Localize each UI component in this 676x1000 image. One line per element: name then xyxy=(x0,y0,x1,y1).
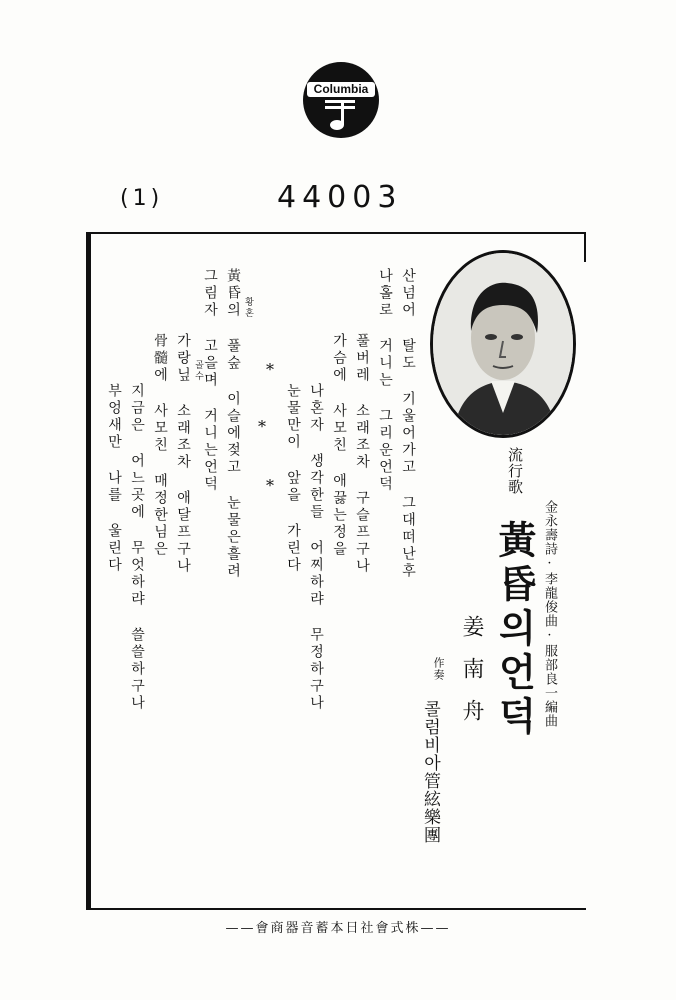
orchestra-role: 作奏 xyxy=(432,657,445,681)
verse1-line5: 나혼자 생각한들 어찌하랴 무정하구나 xyxy=(308,383,324,712)
verse2-line1: 黃昏의 풀숲 이슬에젖고 눈물은흘려 xyxy=(225,268,241,580)
verse2-line5: 지금은 어느곳에 무엇하랴 쓸쓸하구나 xyxy=(129,383,145,712)
orchestra-name: 콜럼비아管絃樂團 xyxy=(420,700,440,844)
logo-label: Columbia xyxy=(307,82,375,97)
singer-portrait xyxy=(430,250,576,438)
verse1-line2: 나홀로 거니는 그리운언덕 xyxy=(377,268,393,493)
publisher-footer: ——會商器音蓄本日社會式株—— xyxy=(225,921,451,936)
composer-name: 姜南舟 xyxy=(459,615,484,741)
music-note-icon xyxy=(321,98,361,132)
verse2-line4: 骨髓에 사모친 매정한님은 xyxy=(152,333,168,558)
separator-star-3: * xyxy=(266,476,274,495)
ruby-golsu: 골수 xyxy=(193,360,203,382)
verse1-line6: 눈물만이 앞을 가린다 xyxy=(285,383,301,574)
song-title: 黃昏의언덕 xyxy=(492,520,537,740)
catalog-number: 44003 xyxy=(277,180,403,215)
verse1-line3: 풀버레 소래조차 구슬프구나 xyxy=(354,333,370,575)
credits: 金永壽詩·李龍俊曲·服部良一編曲 xyxy=(542,500,557,728)
verse2-line6: 부엉새만 나를 울린다 xyxy=(106,383,122,574)
separator-star-2: * xyxy=(258,417,266,436)
columbia-logo xyxy=(303,62,379,138)
genre-label: 流行歌 xyxy=(506,447,524,495)
verse2-line3: 가랑닢 소래조차 애달프구나 xyxy=(175,333,191,575)
ruby-hwanghon: 황혼 xyxy=(243,297,253,319)
side-number: (1) xyxy=(120,186,164,211)
verse1-line1: 산넘어 탈도 기울어가고 그대떠난후 xyxy=(400,268,416,580)
verse2-line2: 그림자 고을며 거니는언덕 xyxy=(202,268,218,493)
verse1-line4: 가슴에 사모친 애끓는정을 xyxy=(331,333,347,558)
separator-star-1: * xyxy=(266,360,274,379)
